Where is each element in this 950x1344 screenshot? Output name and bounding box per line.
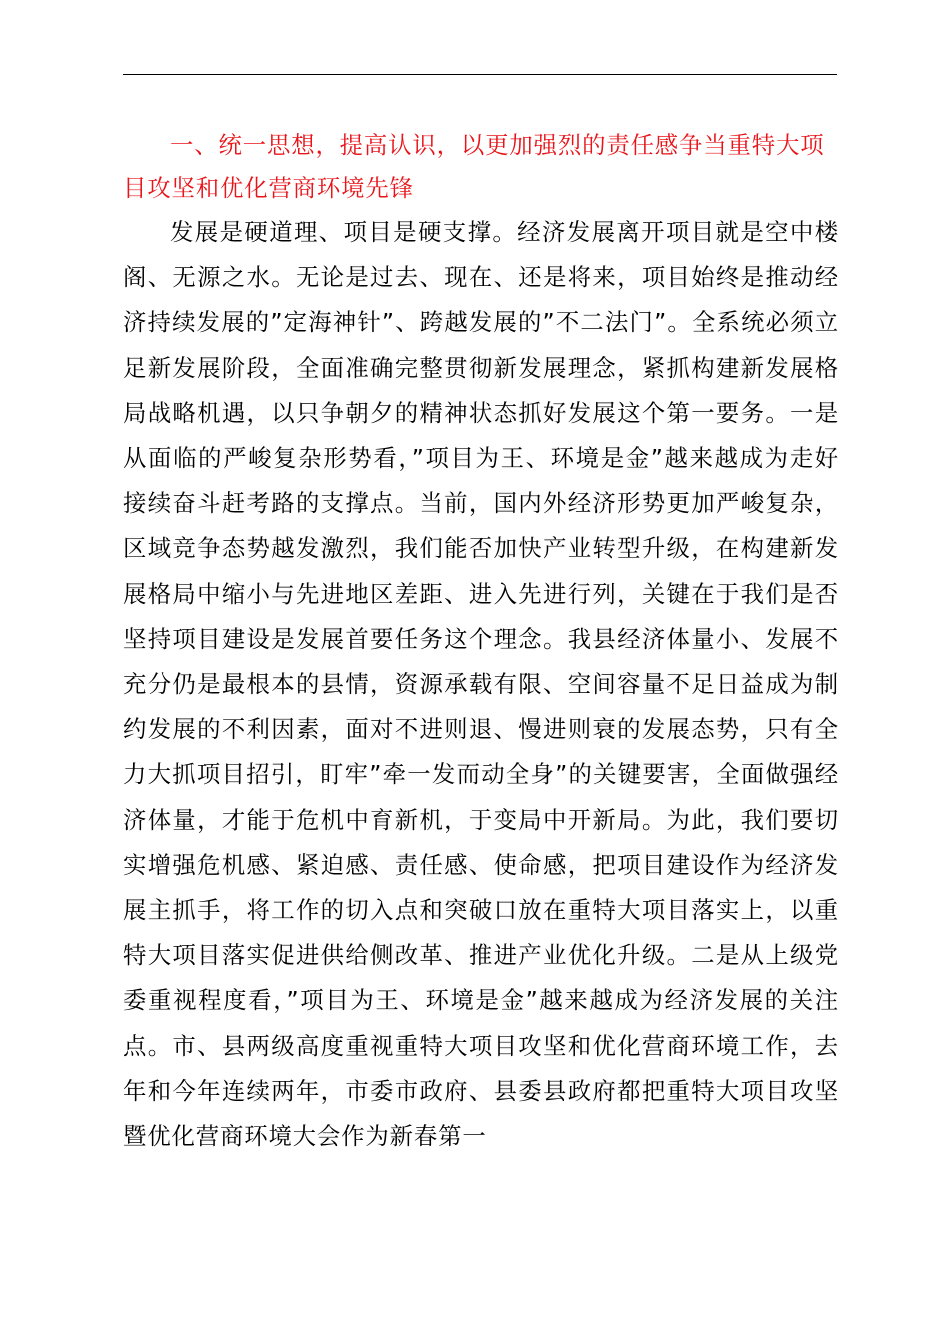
header-rule (123, 74, 837, 75)
section-heading: 一、统一思想，提高认识，以更加强烈的责任感争当重特大项目攻坚和优化营商环境先锋 (123, 131, 825, 202)
body-paragraph: 发展是硬道理、项目是硬支撑。经济发展离开项目就是空中楼阁、无源之水。无论是过去、现在、还是将来，项目始终是推动经济持续发展的”定海神针”、跨越发展的”不二法门”。全系统必须立足新发展阶段，全面准确完整贯彻新发展理念，紧抓构建新发展格局战略机遇，以只争朝夕的精神状态抓好发展这个第一要务。一是从面临的严峻复杂形势看，”项目为王、环境是金”越来越成为走好接续奋斗赶考路的支撑点。当前，国内外经济形势更加严峻复杂，区域竞争态势越发激烈，我们能否加快产业转型升级，在构建新发展格局中缩小与先进地区差距、进入先进行列，关键在于我们是否坚持项目建设是发展首要任务这个理念。我县经济体量小、发展不充分仍是最根本的县情，资源承载有限、空间容量不足日益成为制约发展的不利因素，面对不进则退、慢进则衰的发展态势，只有全力大抓项目招引，盯牢”牵一发而动全身”的关键要害，全面做强经济体量，才能于危机中育新机，于变局中开新局。为此，我们要切实增强危机感、紧迫感、责任感、使命感，把项目建设作为经济发展主抓手，将工作的切入点和突破口放在重特大项目落实上，以重特大项目落实促进供给侧改革、推进产业优化升级。二是从上级党委重视程度看，”项目为王、环境是金”越来越成为经济发展的关注点。市、县两级高度重视重特大项目攻坚和优化营商环境工作，去年和今年连续两年，市委市政府、县委县政府都把重特大项目攻坚暨优化营商环境大会作为新春第一 (123, 218, 839, 1151)
